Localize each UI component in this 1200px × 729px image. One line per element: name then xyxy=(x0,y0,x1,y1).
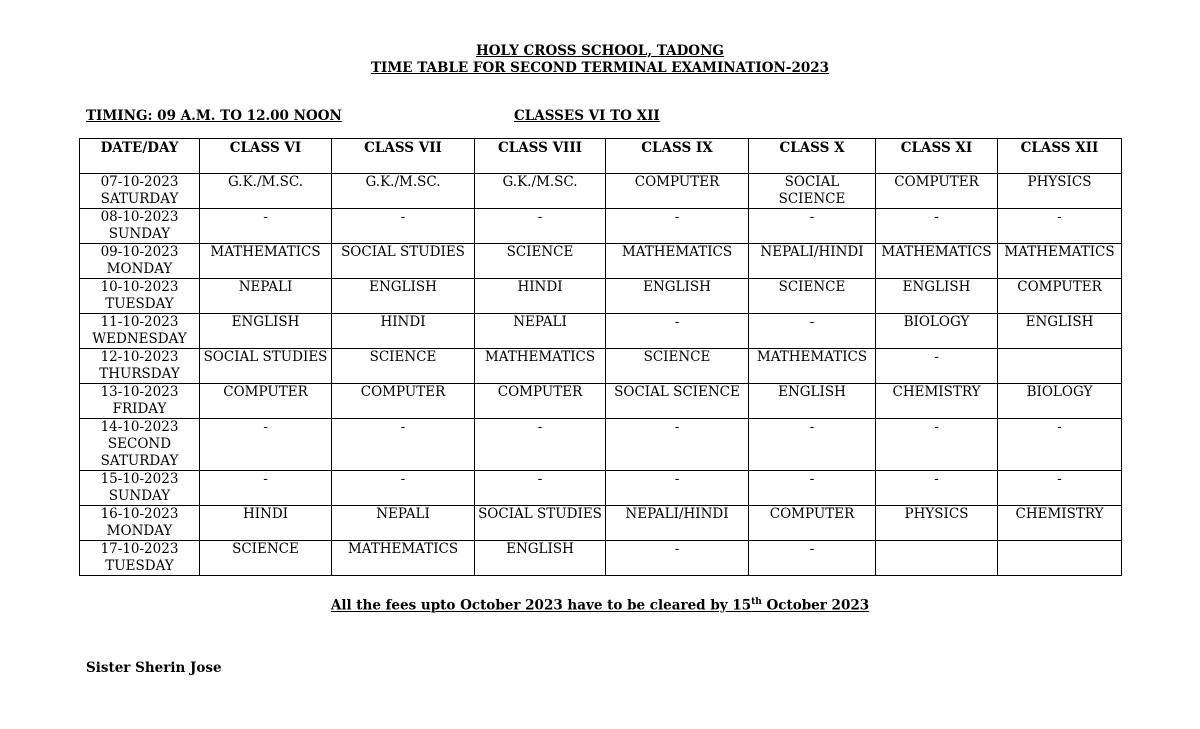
subject-cell: ENGLISH xyxy=(876,279,998,314)
exam-date: 12-10-2023 xyxy=(100,349,179,365)
column-header-class-x: CLASS X xyxy=(749,139,876,174)
subject-cell: CHEMISTRY xyxy=(876,384,998,419)
subject-cell: SCIENCE xyxy=(475,244,606,279)
subject-cell: - xyxy=(606,419,749,471)
column-header-class-vi: CLASS VI xyxy=(200,139,332,174)
subject-cell: - xyxy=(475,471,606,506)
date-day-cell xyxy=(80,384,200,419)
exam-day: MONDAY xyxy=(106,523,173,539)
subject-cell: SCIENCE xyxy=(332,349,475,384)
subject-cell: - xyxy=(749,209,876,244)
date-day-cell xyxy=(80,244,200,279)
exam-date: 09-10-2023 xyxy=(100,244,179,260)
subject-cell: NEPALI xyxy=(475,314,606,349)
fees-notice xyxy=(0,597,1200,614)
exam-date: 10-10-2023 xyxy=(100,279,179,295)
subject-cell: NEPALI xyxy=(332,506,475,541)
column-header-date: DATE/DAY xyxy=(80,139,200,174)
subject-cell xyxy=(876,541,998,576)
subject-cell: - xyxy=(749,541,876,576)
exam-date: 13-10-2023 xyxy=(100,384,179,400)
exam-day: WEDNESDAY xyxy=(92,331,187,347)
subject-cell: MATHEMATICS xyxy=(200,244,332,279)
table-body xyxy=(80,174,1122,576)
exam-day: SATURDAY xyxy=(100,191,179,207)
subject-cell: - xyxy=(475,419,606,471)
subject-cell: CHEMISTRY xyxy=(998,506,1122,541)
table-row xyxy=(80,174,1122,209)
table-row xyxy=(80,279,1122,314)
date-day-cell xyxy=(80,314,200,349)
exam-date: 07-10-2023 xyxy=(100,174,179,190)
fees-notice-text-end: October 2023 xyxy=(761,597,870,614)
column-header-class-xi: CLASS XI xyxy=(876,139,998,174)
subject-cell: - xyxy=(876,209,998,244)
subject-cell: - xyxy=(200,471,332,506)
subject-cell: MATHEMATICS xyxy=(998,244,1122,279)
date-day-cell xyxy=(80,471,200,506)
exam-timing: TIMING: 09 A.M. TO 12.00 NOON xyxy=(86,108,342,124)
subject-cell: SCIENCE xyxy=(749,279,876,314)
subject-cell: SOCIAL STUDIES xyxy=(200,349,332,384)
date-day-cell xyxy=(80,541,200,576)
subject-cell: COMPUTER xyxy=(606,174,749,209)
subject-cell: - xyxy=(749,471,876,506)
subject-cell xyxy=(998,349,1122,384)
subject-cell: - xyxy=(200,209,332,244)
table-row xyxy=(80,349,1122,384)
exam-date: 17-10-2023 xyxy=(100,541,179,557)
table-row xyxy=(80,384,1122,419)
subject-cell xyxy=(998,541,1122,576)
date-day-cell xyxy=(80,349,200,384)
subject-cell: - xyxy=(876,419,998,471)
subject-cell: SCIENCE xyxy=(200,541,332,576)
table-row xyxy=(80,244,1122,279)
table-row xyxy=(80,209,1122,244)
subject-cell: G.K./M.SC. xyxy=(475,174,606,209)
subject-cell: ENGLISH xyxy=(606,279,749,314)
subject-cell: - xyxy=(332,471,475,506)
fees-notice-text: All the fees upto October 2023 have to be cleared by 15 xyxy=(330,597,752,614)
date-day-cell xyxy=(80,174,200,209)
exam-date: 16-10-2023 xyxy=(100,506,179,522)
subject-cell: ENGLISH xyxy=(200,314,332,349)
exam-title: TIME TABLE FOR SECOND TERMINAL EXAMINATION-2023 xyxy=(370,60,830,76)
subject-cell: - xyxy=(606,314,749,349)
column-header-class-ix: CLASS IX xyxy=(606,139,749,174)
subject-cell: - xyxy=(749,314,876,349)
exam-day: SECOND SATURDAY xyxy=(100,436,179,469)
exam-day: TUESDAY xyxy=(105,558,174,574)
subject-cell: MATHEMATICS xyxy=(876,244,998,279)
subject-cell: HINDI xyxy=(200,506,332,541)
subject-cell: - xyxy=(998,209,1122,244)
subject-cell: NEPALI/HINDI xyxy=(749,244,876,279)
table-header-row xyxy=(80,139,1122,174)
date-day-cell xyxy=(80,279,200,314)
date-day-cell xyxy=(80,506,200,541)
exam-day: SUNDAY xyxy=(108,488,171,504)
table-row xyxy=(80,471,1122,506)
subject-cell: - xyxy=(998,471,1122,506)
subject-cell: MATHEMATICS xyxy=(475,349,606,384)
table-row xyxy=(80,506,1122,541)
exam-day: THURSDAY xyxy=(99,366,180,382)
signature: Sister Sherin Jose xyxy=(86,660,222,676)
school-name: HOLY CROSS SCHOOL, TADONG xyxy=(476,43,724,59)
exam-date: 08-10-2023 xyxy=(100,209,179,225)
column-header-class-vii: CLASS VII xyxy=(332,139,475,174)
subject-cell: ENGLISH xyxy=(749,384,876,419)
subject-cell: BIOLOGY xyxy=(998,384,1122,419)
subject-cell: MATHEMATICS xyxy=(606,244,749,279)
subject-cell: - xyxy=(998,419,1122,471)
subject-cell: - xyxy=(749,419,876,471)
subject-cell: - xyxy=(876,471,998,506)
subject-cell: - xyxy=(475,209,606,244)
exam-date: 11-10-2023 xyxy=(100,314,179,330)
subject-cell: MATHEMATICS xyxy=(749,349,876,384)
subject-cell: - xyxy=(606,209,749,244)
subject-cell: - xyxy=(200,419,332,471)
subject-cell: ENGLISH xyxy=(998,314,1122,349)
subject-cell: COMPUTER xyxy=(876,174,998,209)
table-row xyxy=(80,541,1122,576)
subject-cell: COMPUTER xyxy=(332,384,475,419)
subject-cell: NEPALI xyxy=(200,279,332,314)
subject-cell: COMPUTER xyxy=(749,506,876,541)
exam-day: TUESDAY xyxy=(105,296,174,312)
subject-cell: PHYSICS xyxy=(876,506,998,541)
column-header-class-viii: CLASS VIII xyxy=(475,139,606,174)
subject-cell: - xyxy=(606,471,749,506)
subject-cell: MATHEMATICS xyxy=(332,541,475,576)
classes-range: CLASSES VI TO XII xyxy=(514,108,660,124)
subject-cell: SOCIAL SCIENCE xyxy=(749,174,876,209)
subject-cell: ENGLISH xyxy=(332,279,475,314)
subject-cell: SOCIAL STUDIES xyxy=(475,506,606,541)
exam-day: MONDAY xyxy=(106,261,173,277)
subject-cell: - xyxy=(332,209,475,244)
subject-cell: SOCIAL STUDIES xyxy=(332,244,475,279)
table-row xyxy=(80,314,1122,349)
subject-cell: COMPUTER xyxy=(200,384,332,419)
subject-cell: HINDI xyxy=(332,314,475,349)
subject-cell: NEPALI/HINDI xyxy=(606,506,749,541)
exam-date: 15-10-2023 xyxy=(100,471,179,487)
exam-day: SUNDAY xyxy=(108,226,171,242)
subject-cell: G.K./M.SC. xyxy=(332,174,475,209)
exam-timetable xyxy=(79,138,1122,576)
subject-cell: SCIENCE xyxy=(606,349,749,384)
subject-cell: HINDI xyxy=(475,279,606,314)
date-day-cell xyxy=(80,209,200,244)
column-header-class-xii: CLASS XII xyxy=(998,139,1122,174)
subject-cell: PHYSICS xyxy=(998,174,1122,209)
subject-cell: BIOLOGY xyxy=(876,314,998,349)
subject-cell: ENGLISH xyxy=(475,541,606,576)
exam-day: FRIDAY xyxy=(112,401,167,417)
date-day-cell xyxy=(80,419,200,471)
subject-cell: - xyxy=(876,349,998,384)
subject-cell: COMPUTER xyxy=(998,279,1122,314)
subject-cell: G.K./M.SC. xyxy=(200,174,332,209)
exam-date: 14-10-2023 xyxy=(100,419,179,435)
subject-cell: SOCIAL SCIENCE xyxy=(606,384,749,419)
subject-cell: - xyxy=(606,541,749,576)
subject-cell: COMPUTER xyxy=(475,384,606,419)
table-row xyxy=(80,419,1122,471)
subject-cell: - xyxy=(332,419,475,471)
fees-notice-sup: th xyxy=(751,597,762,607)
